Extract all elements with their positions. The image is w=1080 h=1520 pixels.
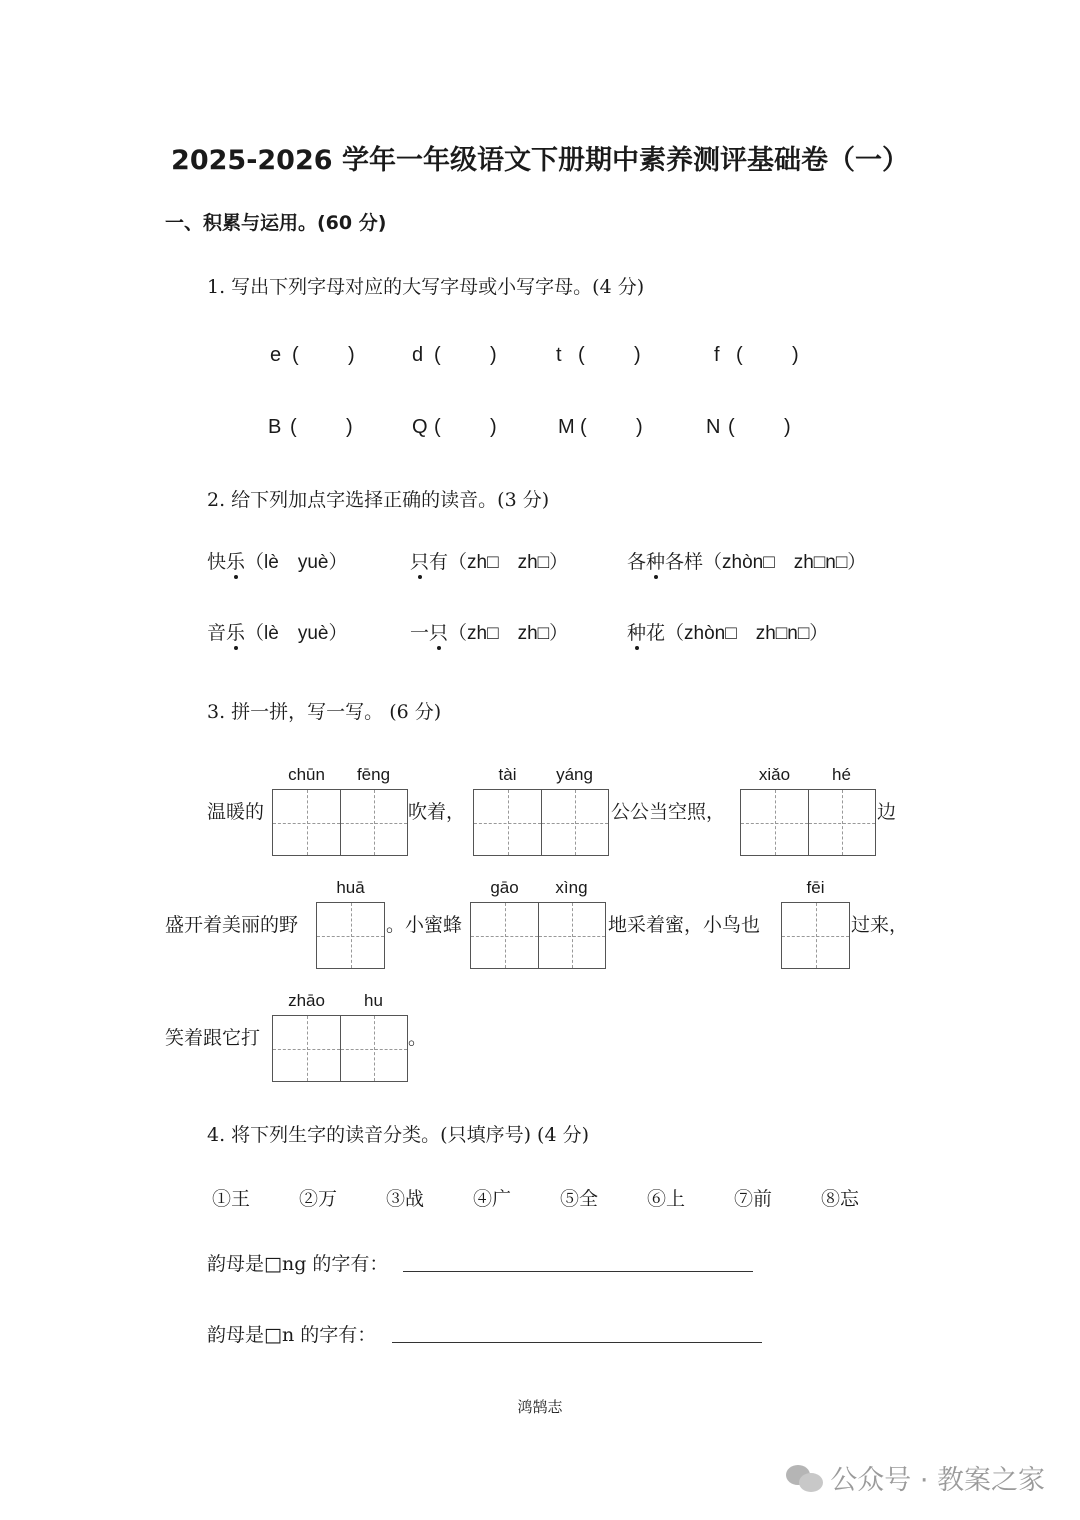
answer-line[interactable] (403, 1271, 753, 1272)
writing-grid[interactable] (740, 789, 876, 856)
letter: e (270, 344, 282, 366)
watermark-text: 公众号 · 教案之家 (830, 1465, 1045, 1496)
pinyin-label: zhāo (288, 991, 325, 1010)
char-option: ③战 (386, 1188, 425, 1210)
fill-text: 公公当空照， (611, 801, 726, 823)
pinyin-label: tài (498, 765, 517, 784)
question-4-prompt: 4. 将下列生字的读音分类。(只填序号) (4 分) (207, 1124, 589, 1146)
question-3-prompt: 3. 拼一拼，写一写。 (6 分) (207, 701, 442, 723)
pinyin-item: 种花（zhòn□ zh□n□） (627, 618, 828, 645)
letter: t (556, 344, 562, 366)
page-footer: 鸿鹄志 (517, 1398, 563, 1416)
letter-row-1: e ( ) (270, 344, 355, 366)
letter: B (268, 416, 282, 438)
pinyin-label: xìng (555, 878, 588, 897)
char-option: ①王 (212, 1188, 251, 1210)
letter-row-2: B ( ) (268, 416, 353, 438)
pinyin-label: hé (832, 765, 851, 784)
char-option: ⑥上 (647, 1188, 686, 1210)
writing-grid[interactable] (272, 1015, 408, 1082)
char-option: ⑤全 (560, 1188, 599, 1210)
letter-row-2: M ( ) (558, 416, 643, 438)
answer-label: 韵母是□n 的字有： (207, 1324, 377, 1346)
fill-text: 盛开着美丽的野 (165, 914, 299, 936)
question-1-prompt: 1. 写出下列字母对应的大写字母或小写字母。(4 分) (207, 276, 645, 298)
writing-grid[interactable] (473, 789, 609, 856)
letter-row-1: t ( ) (556, 344, 641, 366)
wechat-icon (786, 1463, 824, 1493)
question-2-prompt: 2. 给下列加点字选择正确的读音。(3 分) (207, 489, 550, 511)
fill-text: 边 (877, 801, 897, 823)
letter: N (706, 416, 721, 438)
pinyin-label: huā (336, 878, 365, 897)
pinyin-item: 一只（zh□ zh□） (410, 618, 568, 645)
fill-text: 过来， (851, 914, 909, 936)
fill-text: 地采着蜜，小鸟也 (608, 914, 761, 936)
pinyin-item: 各种各样（zhòn□ zh□n□） (627, 547, 866, 574)
pinyin-item: 快乐（lè yuè） (207, 547, 347, 574)
watermark (786, 1458, 1045, 1497)
writing-grid[interactable] (781, 902, 850, 969)
letter: f (714, 344, 720, 366)
fill-text: 。小蜜蜂 (386, 914, 463, 936)
answer-line[interactable] (392, 1342, 762, 1343)
char-option: ②万 (299, 1188, 338, 1210)
letter: d (412, 344, 424, 366)
char-option: ④广 (473, 1188, 512, 1210)
page-title: 2025-2026 学年一年级语文下册期中素养测评基础卷（一） (171, 145, 909, 176)
answer-label: 韵母是□ng 的字有： (207, 1253, 389, 1275)
char-option: ⑦前 (734, 1188, 773, 1210)
fill-text: 笑着跟它打 (165, 1027, 261, 1049)
letter: M (558, 416, 575, 438)
letter-row-1: f ( ) (714, 344, 799, 366)
pinyin-label: yáng (556, 765, 593, 784)
pinyin-item: 只有（zh□ zh□） (410, 547, 568, 574)
char-option: ⑧忘 (821, 1188, 860, 1210)
pinyin-label: chūn (288, 765, 325, 784)
fill-text: 。 (408, 1027, 428, 1049)
letter: Q (412, 416, 428, 438)
pinyin-label: gāo (490, 878, 519, 897)
fill-text: 温暖的 (207, 801, 265, 823)
writing-grid[interactable] (470, 902, 606, 969)
writing-grid[interactable] (316, 902, 385, 969)
pinyin-label: xiǎo (758, 765, 791, 784)
letter-row-2: N ( ) (706, 416, 791, 438)
letter-row-2: Q ( ) (412, 416, 497, 438)
letter-row-1: d ( ) (412, 344, 497, 366)
pinyin-item: 音乐（lè yuè） (207, 618, 347, 645)
fill-text: 吹着， (408, 801, 466, 823)
writing-grid[interactable] (272, 789, 408, 856)
pinyin-label: hu (364, 991, 383, 1010)
pinyin-label: fēi (806, 878, 825, 897)
pinyin-label: fēng (356, 765, 391, 784)
section-heading: 一、积累与运用。(60 分) (165, 212, 387, 234)
